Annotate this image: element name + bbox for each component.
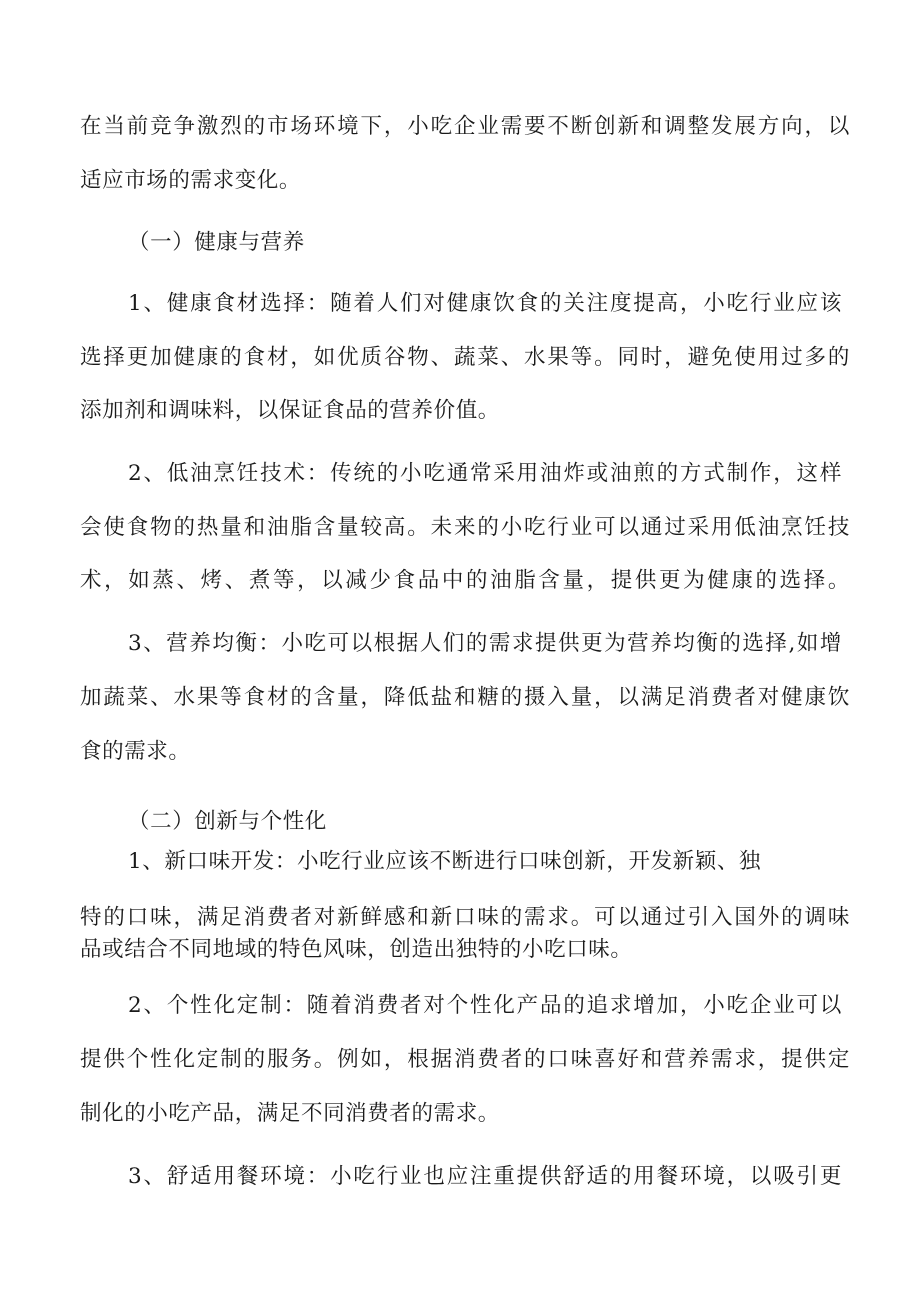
s1-item1-line-1: 1、健康食材选择：随着人们对健康饮食的关注度提高，小吃行业应该 xyxy=(128,291,842,316)
section-heading-health: （一）健康与营养 xyxy=(128,230,305,255)
s1-item2-line-2: 会使食物的热量和油脂含量较高。未来的小吃行业可以通过采用低油烹饪技 xyxy=(80,515,850,540)
s2-item2-line-3: 制化的小吃产品，满足不同消费者的需求。 xyxy=(80,1101,500,1126)
s1-item3-line-3: 食的需求。 xyxy=(80,739,191,764)
s2-item1-line-3: 品或结合不同地域的特色风味，创造出独特的小吃口味。 xyxy=(80,937,633,962)
s1-item3-line-2: 加蔬菜、水果等食材的含量，降低盐和糖的摄入量，以满足消费者对健康饮 xyxy=(80,685,850,710)
s1-item3-line-1: 3、营养均衡：小吃可以根据人们的需求提供更为营养均衡的选择,如增 xyxy=(128,631,842,656)
s1-item2-line-1: 2、低油烹饪技术：传统的小吃通常采用油炸或油煎的方式制作，这样 xyxy=(128,461,842,486)
intro-line-1: 在当前竞争激烈的市场环境下，小吃企业需要不断创新和调整发展方向，以 xyxy=(80,114,850,139)
section-heading-innovation: （二）创新与个性化 xyxy=(128,809,327,834)
s2-item1-line-2: 特的口味，满足消费者对新鲜感和新口味的需求。可以通过引入国外的调味 xyxy=(80,905,850,930)
s1-item2-line-3: 术，如蒸、烤、煮等，以减少食品中的油脂含量，提供更为健康的选择。 xyxy=(80,568,850,593)
s2-item3-line-1: 3、舒适用餐环境：小吃行业也应注重提供舒适的用餐环境，以吸引更 xyxy=(128,1164,842,1189)
s2-item2-line-2: 提供个性化定制的服务。例如，根据消费者的口味喜好和营养需求，提供定 xyxy=(80,1047,850,1072)
s2-item1-line-1: 1、新口味开发：小吃行业应该不断进行口味创新，开发新颖、独 xyxy=(128,849,762,874)
s1-item1-line-2: 选择更加健康的食材，如优质谷物、蔬菜、水果等。同时，避免使用过多的 xyxy=(80,345,850,370)
s2-item2-line-1: 2、个性化定制：随着消费者对个性化产品的追求增加，小吃企业可以 xyxy=(128,993,842,1018)
s1-item1-line-3: 添加剂和调味料，以保证食品的营养价值。 xyxy=(80,398,500,423)
intro-line-2: 适应市场的需求变化。 xyxy=(80,168,302,193)
